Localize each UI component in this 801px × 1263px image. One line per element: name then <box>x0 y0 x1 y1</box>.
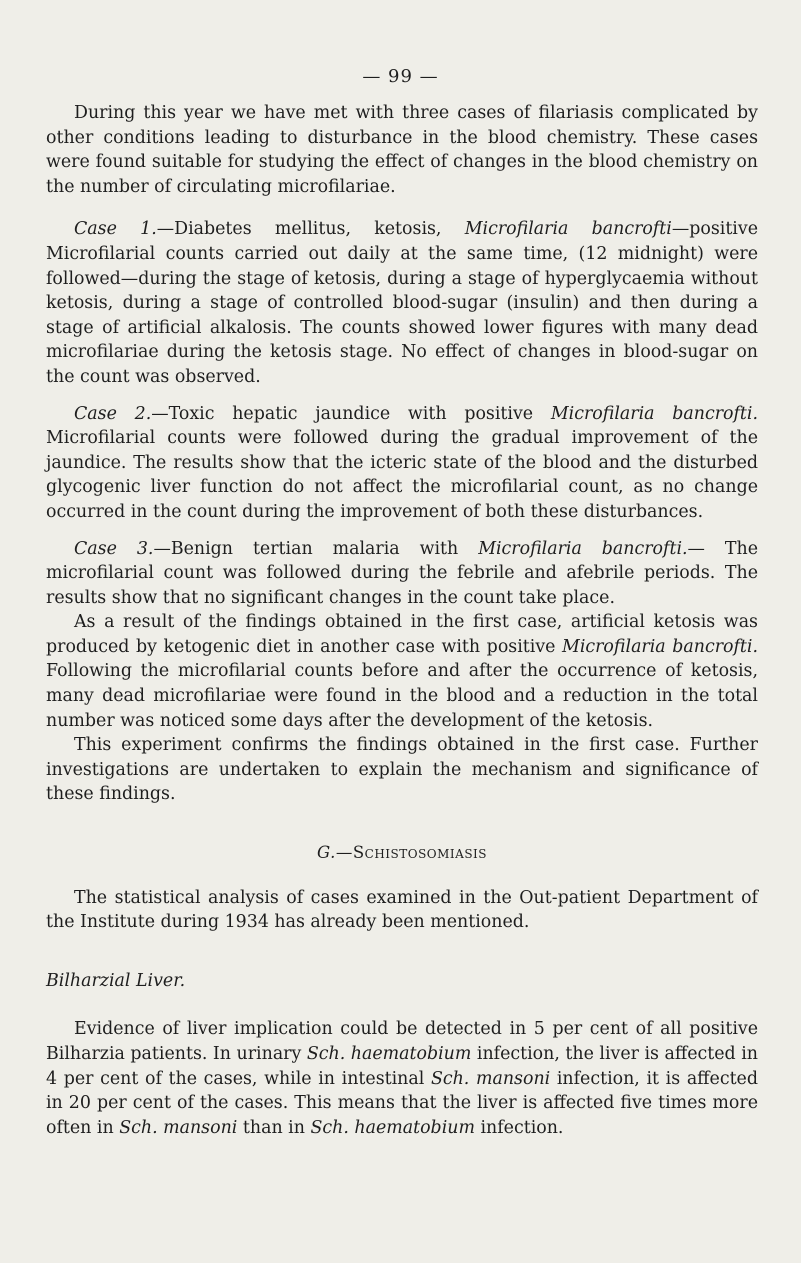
case-3-label: Case 3. <box>74 538 154 559</box>
case-1-text-b: —positive Microfilarial counts carried out daily at the same time, (12 midnight) were followed—during the stage of ketosis, during a stage of hyperglycaemia without ketosis, during a stage of controlled blood-sugar (insulin) and then during a stage of artificial alkalosis. The counts showed lower figures with many dead microfilariae during the ketosis stage. No effect of changes in blood-sugar on the count was observed. <box>46 219 758 387</box>
bilharzial-text-c: infection, it is affected in 20 per cent of the cases. This means that the liver is affected five times more often in <box>46 1068 758 1138</box>
section-title: Schistosomiasis <box>352 843 488 863</box>
result-text-b: Following the microfilarial counts before and after the occurrence of ketosis, many dead microfilariae were found in the blood and a reduction in the total number was noticed some days after the development of the ketosis. <box>46 661 758 731</box>
case-2-text-b: Microfilarial counts were followed during the gradual improvement of the jaundice. The results show that the icteric state of the blood and the disturbed glycogenic liver function do not affect the microfilarial count, as no change occurred in the count during the improvement of both these disturbances. <box>46 428 758 522</box>
case-1-label: Case 1. <box>74 219 157 240</box>
case-1-species: Microfilaria bancrofti <box>464 219 672 240</box>
case-3-text-a: —Benign tertian malaria with <box>153 538 479 559</box>
section-dash: — <box>335 843 353 863</box>
statistical-paragraph: The statistical analysis of cases examined in the Out-patient Department of the Institute during 1934 has already been mentioned. <box>46 887 758 933</box>
species-sch-mansoni-2: Sch. mansoni <box>119 1117 238 1138</box>
species-sch-mansoni: Sch. mansoni <box>430 1068 551 1089</box>
case-3-species: Microfilaria bancrofti. <box>478 538 688 559</box>
section-heading <box>46 841 758 866</box>
case-2-species: Microfilaria bancrofti. <box>550 403 759 424</box>
result-text-a: As a result of the findings obtained in the first case, artificial ketosis was produced by ketogenic diet in another case with positive <box>46 612 758 657</box>
result-species: Microfilaria bancrofti. <box>562 636 758 657</box>
species-sch-haematobium-2: Sch. haematobium <box>310 1117 475 1138</box>
bilharzial-text-e: infection. <box>474 1117 564 1138</box>
section-letter: G. <box>316 843 336 863</box>
case-1-text-a: —Diabetes mellitus, ketosis, <box>156 219 465 240</box>
page-number: — 99 — <box>362 66 439 87</box>
case-2-label: Case 2. <box>74 403 152 424</box>
intro-paragraph: During this year we have met with three cases of filariasis complicated by other conditions leading to disturbance in the blood chemistry. These cases were found suitable for studying the effect of changes in the blood chemistry on the number of circulating microfilariae. <box>46 103 758 197</box>
bilharzial-text-b: infection, the liver is affected in 4 per cent of the cases, while in intestinal <box>46 1044 758 1089</box>
case-2-paragraph <box>46 402 758 525</box>
bilharzial-paragraph <box>46 1017 758 1140</box>
case-2-text-a: —Toxic hepatic jaundice with positive <box>151 403 551 424</box>
species-sch-haematobium: Sch. haematobium <box>306 1044 472 1064</box>
result-paragraph <box>46 610 758 733</box>
page-body <box>46 101 758 1140</box>
case-1-paragraph <box>46 217 758 389</box>
bilharzial-text-a: Evidence of liver implication could be detected in 5 per cent of all positive Bilharzia patients. In urinary <box>46 1019 758 1064</box>
bilharzial-heading: Bilharzial Liver. <box>46 970 186 991</box>
case-3-text-b: — The microfilarial count was followed during the febrile and afebrile periods. The results show that no significant changes in the count take place. <box>46 538 758 608</box>
experiment-paragraph: This experiment confirms the findings obtained in the first case. Further investigations are undertaken to explain the mechanism and significance of these findings. <box>46 735 758 805</box>
case-3-paragraph <box>46 537 758 611</box>
bilharzial-text-d: than in <box>237 1117 311 1138</box>
